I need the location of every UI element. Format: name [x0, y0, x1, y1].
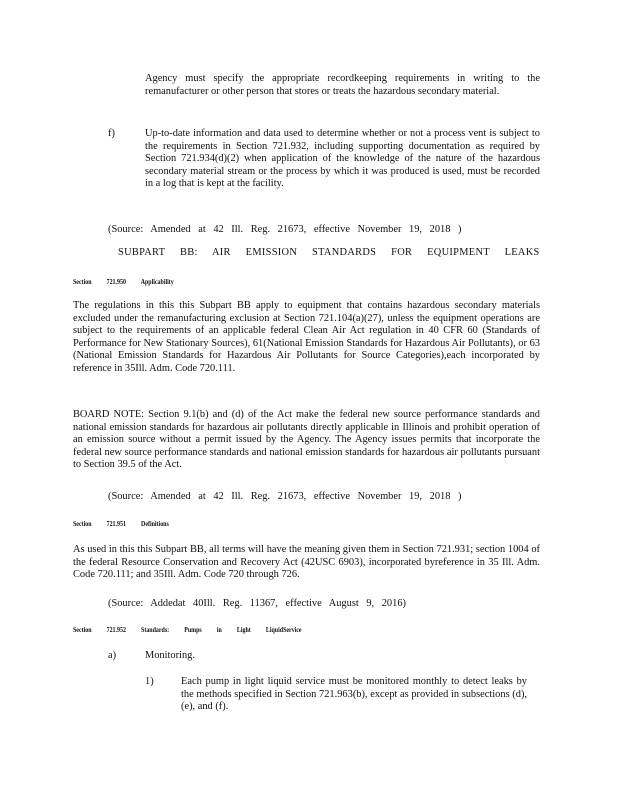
subsection-a-label: a) — [108, 650, 117, 661]
source-note-1: (Source: Amended at 42 Ill. Reg. 21673, effective November 19, 2018 ) — [108, 224, 462, 235]
subsection-1-text: Each pump in light liquid service must be monitored monthly to detect leaks by the methods specified in Section 721.963(b), except as provided in subsections (d), (e), and (f). — [181, 676, 527, 713]
section-950-text: The regulations in this this Subpart BB apply to equipment that contains hazardous secondary materials excluded under the remanufacturing exclusion at Section 721.104(a)(27), unless the equipment operations are subject to the requirements of an applicable federal Clean Air Act regulation in 40 CFR 60 (Standards of Performance for New Stationary Sources), 61(National Emission Standards for Hazardous Air Pollutants), or 63 (National Emission Standards for Hazardous Air Pollutants for Source Categories),each incorporated by reference in 35Ill. Adm. Code 720.111. — [73, 300, 540, 374]
section-951-text: As used in this this Subpart BB, all terms will have the meaning given them in Section 721.931; section 1004 of the federal Resource Conservation and Recovery Act (42USC 6903), incorporated byreference in 35 Ill. Adm. Code 720.111; and 35Ill. Adm. Code 720 through 726. — [73, 544, 540, 581]
section-952-heading: Section 721.952 Standards: Pumps in Light LiquidService — [73, 626, 302, 634]
source-note-3: (Source: Addedat 40Ill. Reg. 11367, effective August 9, 2016) — [108, 598, 406, 609]
board-note: BOARD NOTE: Section 9.1(b) and (d) of the Act make the federal new source performance standards and national emission standards for hazardous air pollutants directly applicable in Illinois and prohibit operation of an emission source without a permit issued by the Agency. The Agency issues permits that incorporate the federal new source performance standards and national emission standards for hazardous air pollutants pursuant to Section 39.5 of the Act. — [73, 409, 540, 471]
section-951-heading: Section 721.951 Definitions — [73, 520, 169, 528]
paragraph-e-continued: Agency must specify the appropriate recordkeeping requirements in writing to the remanufacturer or other person that stores or treats the hazardous secondary material. — [145, 73, 540, 97]
subsection-1-label: 1) — [145, 676, 154, 687]
subpart-heading: SUBPART BB: AIR EMISSION STANDARDS FOR EQUIPMENT LEAKS — [118, 247, 540, 258]
subsection-a-text: Monitoring. — [145, 650, 195, 661]
source-note-2: (Source: Amended at 42 Ill. Reg. 21673, effective November 19, 2018 ) — [108, 491, 462, 502]
section-950-heading: Section 721.950 Applicability — [73, 278, 174, 286]
paragraph-f-label: f) — [108, 128, 115, 139]
paragraph-f-text: Up-to-date information and data used to determine whether or not a process vent is subject to the requirements in Section 721.932, including supporting documentation as required by Section 721.934(d)(2) when application of the knowledge of the nature of the hazardous secondary material stream or the process by which it was produced is used, must be recorded in a log that is kept at the facility. — [145, 128, 540, 190]
